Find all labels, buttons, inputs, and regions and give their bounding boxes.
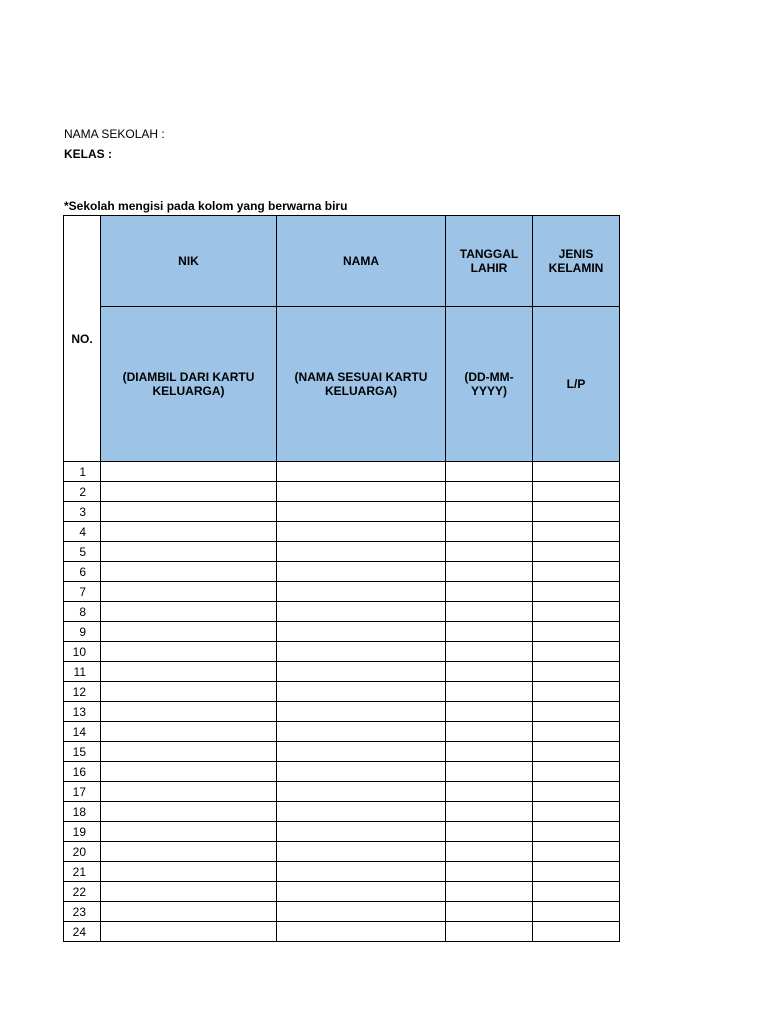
nama-cell[interactable] xyxy=(277,522,446,542)
jenis-kelamin-cell[interactable] xyxy=(533,922,620,942)
nik-cell[interactable] xyxy=(101,642,277,662)
nik-cell[interactable] xyxy=(101,542,277,562)
tanggal-lahir-hint: (DD-MM-YYYY) xyxy=(464,370,514,398)
nik-cell[interactable] xyxy=(101,682,277,702)
row-number: 12 xyxy=(64,682,101,702)
nama-cell[interactable] xyxy=(277,502,446,522)
tanggal-lahir-cell[interactable] xyxy=(446,582,533,602)
tanggal-lahir-cell[interactable] xyxy=(446,822,533,842)
row-number: 23 xyxy=(64,902,101,922)
tanggal-lahir-cell[interactable] xyxy=(446,662,533,682)
tanggal-lahir-cell[interactable] xyxy=(446,922,533,942)
nama-cell[interactable] xyxy=(277,922,446,942)
jenis-kelamin-cell[interactable] xyxy=(533,802,620,822)
tanggal-lahir-cell[interactable] xyxy=(446,562,533,582)
row-number: 2 xyxy=(64,482,101,502)
tanggal-lahir-cell[interactable] xyxy=(446,882,533,902)
tanggal-lahir-cell[interactable] xyxy=(446,482,533,502)
table-row xyxy=(64,482,620,502)
table-row xyxy=(64,722,620,742)
column-header-jenis-kelamin xyxy=(533,216,620,307)
table-row xyxy=(64,582,620,602)
nik-cell[interactable] xyxy=(101,762,277,782)
nama-cell[interactable] xyxy=(277,842,446,862)
nama-cell[interactable] xyxy=(277,582,446,602)
tanggal-lahir-cell[interactable] xyxy=(446,862,533,882)
table-row xyxy=(64,562,620,582)
row-number: 1 xyxy=(64,462,101,482)
jenis-kelamin-cell[interactable] xyxy=(533,462,620,482)
nik-cell[interactable] xyxy=(101,862,277,882)
nik-cell[interactable] xyxy=(101,622,277,642)
table-row xyxy=(64,842,620,862)
tanggal-lahir-cell[interactable] xyxy=(446,622,533,642)
tanggal-lahir-cell[interactable] xyxy=(446,462,533,482)
jenis-kelamin-cell[interactable] xyxy=(533,622,620,642)
nama-cell[interactable] xyxy=(277,682,446,702)
row-number: 15 xyxy=(64,742,101,762)
jenis-kelamin-cell[interactable] xyxy=(533,662,620,682)
row-number: 22 xyxy=(64,882,101,902)
nama-cell[interactable] xyxy=(277,782,446,802)
nik-cell[interactable] xyxy=(101,462,277,482)
jenis-kelamin-cell[interactable] xyxy=(533,822,620,842)
column-header-nik: NIK xyxy=(101,216,277,307)
nik-cell[interactable] xyxy=(101,482,277,502)
tanggal-lahir-cell[interactable] xyxy=(446,602,533,622)
table-row xyxy=(64,922,620,942)
tanggal-lahir-cell[interactable] xyxy=(446,542,533,562)
jenis-kelamin-cell[interactable] xyxy=(533,842,620,862)
instruction-note: *Sekolah mengisi pada kolom yang berwarna biru xyxy=(64,199,348,213)
table-row xyxy=(64,462,620,482)
tanggal-lahir-cell[interactable] xyxy=(446,702,533,722)
nik-cell[interactable] xyxy=(101,882,277,902)
nama-cell[interactable] xyxy=(277,482,446,502)
tanggal-lahir-cell[interactable] xyxy=(446,782,533,802)
jenis-kelamin-cell[interactable] xyxy=(533,482,620,502)
tanggal-lahir-cell[interactable] xyxy=(446,502,533,522)
class-label: KELAS : xyxy=(64,147,112,161)
table-row xyxy=(64,702,620,722)
jenis-kelamin-cell[interactable] xyxy=(533,642,620,662)
tanggal-lahir-cell[interactable] xyxy=(446,762,533,782)
nik-cell[interactable] xyxy=(101,902,277,922)
tanggal-lahir-cell[interactable] xyxy=(446,642,533,662)
row-number: 24 xyxy=(64,922,101,942)
table-row xyxy=(64,602,620,622)
row-number: 20 xyxy=(64,842,101,862)
row-number: 14 xyxy=(64,722,101,742)
jenis-kelamin-cell[interactable] xyxy=(533,762,620,782)
tanggal-lahir-cell[interactable] xyxy=(446,522,533,542)
row-number: 6 xyxy=(64,562,101,582)
nik-cell[interactable] xyxy=(101,722,277,742)
row-number: 11 xyxy=(64,662,101,682)
table-row xyxy=(64,802,620,822)
jenis-kelamin-cell[interactable] xyxy=(533,542,620,562)
nama-cell[interactable] xyxy=(277,902,446,922)
tanggal-lahir-cell[interactable] xyxy=(446,682,533,702)
row-number: 4 xyxy=(64,522,101,542)
jenis-kelamin-cell[interactable] xyxy=(533,502,620,522)
tanggal-lahir-cell[interactable] xyxy=(446,742,533,762)
nik-cell[interactable] xyxy=(101,822,277,842)
row-number: 17 xyxy=(64,782,101,802)
column-hint-tanggal-lahir xyxy=(446,307,533,462)
nik-hint: (DIAMBIL DARI KARTU KELUARGA) xyxy=(122,370,255,398)
column-hint-jenis-kelamin: L/P xyxy=(533,307,620,462)
table-row xyxy=(64,902,620,922)
row-number: 7 xyxy=(64,582,101,602)
nama-cell[interactable] xyxy=(277,462,446,482)
nama-cell[interactable] xyxy=(277,702,446,722)
tanggal-lahir-title: TANGGAL LAHIR xyxy=(459,247,519,275)
row-number: 5 xyxy=(64,542,101,562)
jenis-kelamin-cell[interactable] xyxy=(533,882,620,902)
row-number: 8 xyxy=(64,602,101,622)
nik-cell[interactable] xyxy=(101,502,277,522)
jenis-kelamin-cell[interactable] xyxy=(533,722,620,742)
table-row xyxy=(64,862,620,882)
column-header-tanggal-lahir xyxy=(446,216,533,307)
table-row xyxy=(64,502,620,522)
nik-cell[interactable] xyxy=(101,742,277,762)
jenis-kelamin-cell[interactable] xyxy=(533,702,620,722)
jenis-kelamin-cell[interactable] xyxy=(533,682,620,702)
nik-cell[interactable] xyxy=(101,702,277,722)
tanggal-lahir-cell[interactable] xyxy=(446,842,533,862)
tanggal-lahir-cell[interactable] xyxy=(446,802,533,822)
nik-cell[interactable] xyxy=(101,842,277,862)
nik-cell[interactable] xyxy=(101,602,277,622)
nama-cell[interactable] xyxy=(277,662,446,682)
nama-cell[interactable] xyxy=(277,722,446,742)
school-name-label: NAMA SEKOLAH : xyxy=(64,127,165,141)
nik-cell[interactable] xyxy=(101,782,277,802)
table-row xyxy=(64,642,620,662)
column-hint-nama xyxy=(277,307,446,462)
nik-cell[interactable] xyxy=(101,802,277,822)
row-number: 10 xyxy=(64,642,101,662)
row-number: 21 xyxy=(64,862,101,882)
nama-cell[interactable] xyxy=(277,602,446,622)
tanggal-lahir-cell[interactable] xyxy=(446,722,533,742)
nama-cell[interactable] xyxy=(277,562,446,582)
row-number: 3 xyxy=(64,502,101,522)
row-number: 18 xyxy=(64,802,101,822)
table-row xyxy=(64,882,620,902)
nik-cell[interactable] xyxy=(101,662,277,682)
table-row xyxy=(64,662,620,682)
nama-cell[interactable] xyxy=(277,862,446,882)
nama-cell[interactable] xyxy=(277,762,446,782)
nik-cell[interactable] xyxy=(101,922,277,942)
row-number: 19 xyxy=(64,822,101,842)
jenis-kelamin-cell[interactable] xyxy=(533,862,620,882)
table-row xyxy=(64,682,620,702)
table-row xyxy=(64,542,620,562)
nama-cell[interactable] xyxy=(277,622,446,642)
nik-cell[interactable] xyxy=(101,562,277,582)
jenis-kelamin-cell[interactable] xyxy=(533,562,620,582)
nama-cell[interactable] xyxy=(277,742,446,762)
table-row xyxy=(64,822,620,842)
row-number: 9 xyxy=(64,622,101,642)
column-hint-nik xyxy=(101,307,277,462)
column-header-nama: NAMA xyxy=(277,216,446,307)
nama-hint: (NAMA SESUAI KARTU KELUARGA) xyxy=(294,370,428,398)
row-number: 13 xyxy=(64,702,101,722)
nama-cell[interactable] xyxy=(277,642,446,662)
table-row xyxy=(64,762,620,782)
nik-cell[interactable] xyxy=(101,522,277,542)
column-header-no: NO. xyxy=(64,216,101,462)
table-row xyxy=(64,522,620,542)
nama-cell[interactable] xyxy=(277,822,446,842)
table-row xyxy=(64,622,620,642)
nama-cell[interactable] xyxy=(277,882,446,902)
jenis-kelamin-cell[interactable] xyxy=(533,782,620,802)
jenis-kelamin-cell[interactable] xyxy=(533,602,620,622)
tanggal-lahir-cell[interactable] xyxy=(446,902,533,922)
table-row xyxy=(64,742,620,762)
jenis-kelamin-cell[interactable] xyxy=(533,522,620,542)
jenis-kelamin-title: JENIS KELAMIN xyxy=(548,247,604,275)
student-data-table xyxy=(63,215,620,942)
table-row xyxy=(64,782,620,802)
jenis-kelamin-cell[interactable] xyxy=(533,582,620,602)
row-number: 16 xyxy=(64,762,101,782)
nama-cell[interactable] xyxy=(277,802,446,822)
nik-cell[interactable] xyxy=(101,582,277,602)
jenis-kelamin-cell[interactable] xyxy=(533,902,620,922)
nama-cell[interactable] xyxy=(277,542,446,562)
jenis-kelamin-cell[interactable] xyxy=(533,742,620,762)
